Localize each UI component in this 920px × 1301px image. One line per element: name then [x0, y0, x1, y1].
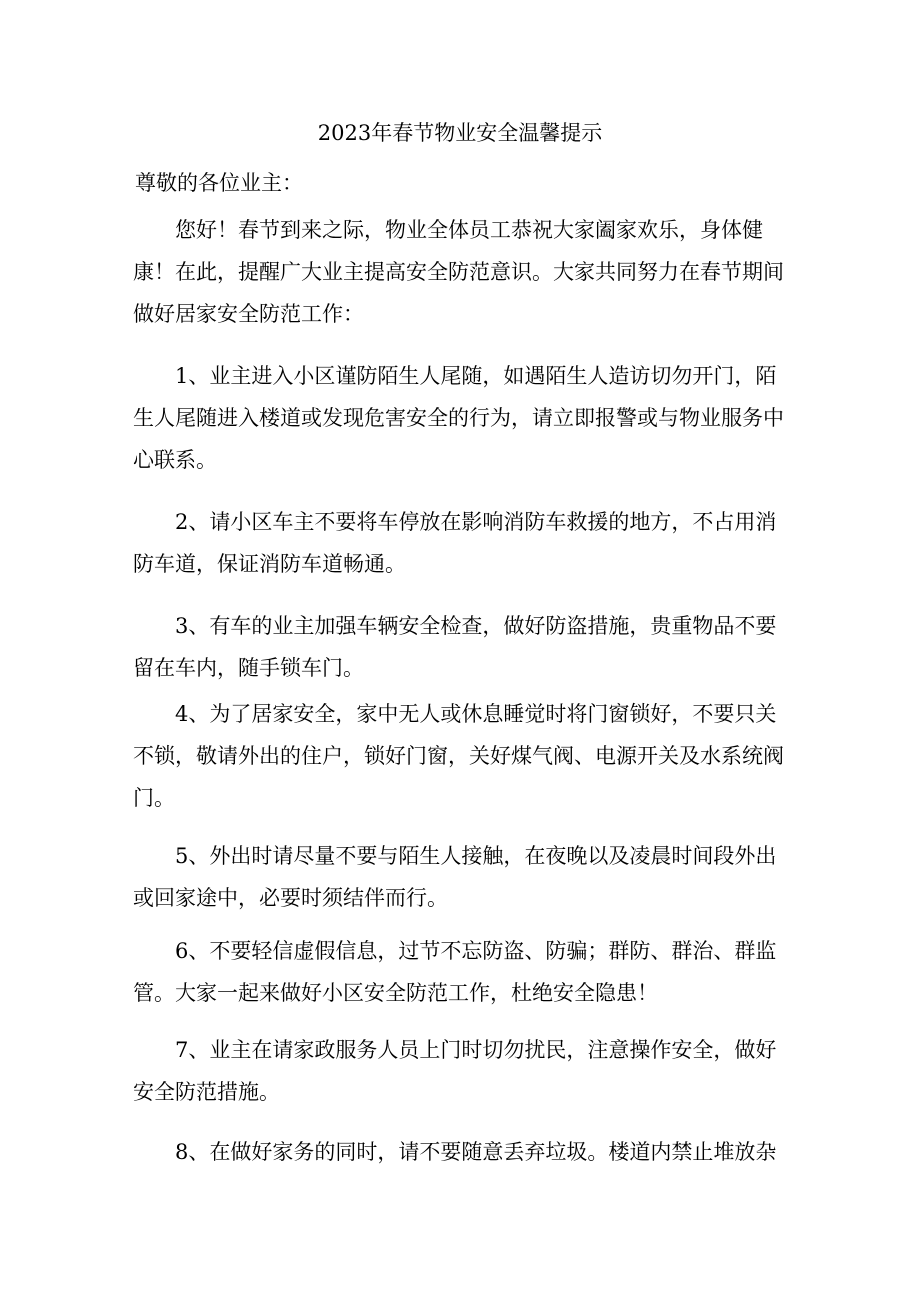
paragraph-item-4: 4、为了居家安全，家中无人或休息睡觉时将门窗锁好，不要只关不锁，敬请外出的住户，锁好门窗，关好煤气阀、电源开关及水系统阀门。: [133, 702, 784, 810]
paragraph-item-5: 5、外出时请尽量不要与陌生人接触，在夜晚以及凌晨时间段外出或回家途中，必要时须结伴而行。: [133, 844, 777, 910]
paragraph-item-6: 6、不要轻信虚假信息，过节不忘防盗、防骗；群防、群治、群监管。大家一起来做好小区安全防范工作，杜绝安全隐患！: [133, 939, 777, 1005]
paragraph-item-3: 3、有车的业主加强车辆安全检查，做好防盗措施，贵重物品不要留在车内，随手锁车门。: [133, 614, 777, 680]
document-title: 2023年春节物业安全温馨提示: [317, 121, 603, 145]
paragraph-item-2: 2、请小区车主不要将车停放在影响消防车救援的地方，不占用消防车道，保证消防车道畅通。: [133, 510, 777, 576]
paragraph-item-8: 8、在做好家务的同时，请不要随意丢弃垃圾。楼道内禁止堆放杂: [175, 1140, 777, 1164]
paragraph-item-7: 7、业主在请家政服务人员上门时切勿扰民，注意操作安全，做好安全防范措施。: [133, 1038, 777, 1104]
paragraph-item-1: 1、业主进入小区谨防陌生人尾随，如遇陌生人造访切勿开门，陌生人尾随进入楼道或发现危害安全的行为，请立即报警或与物业服务中心联系。: [133, 364, 784, 472]
salutation: 尊敬的各位业主：: [135, 171, 303, 195]
paragraph-intro: 您好！春节到来之际，物业全体员工恭祝大家阖家欢乐，身体健康！在此，提醒广大业主提高安全防范意识。大家共同努力在春节期间做好居家安全防范工作：: [133, 218, 784, 326]
